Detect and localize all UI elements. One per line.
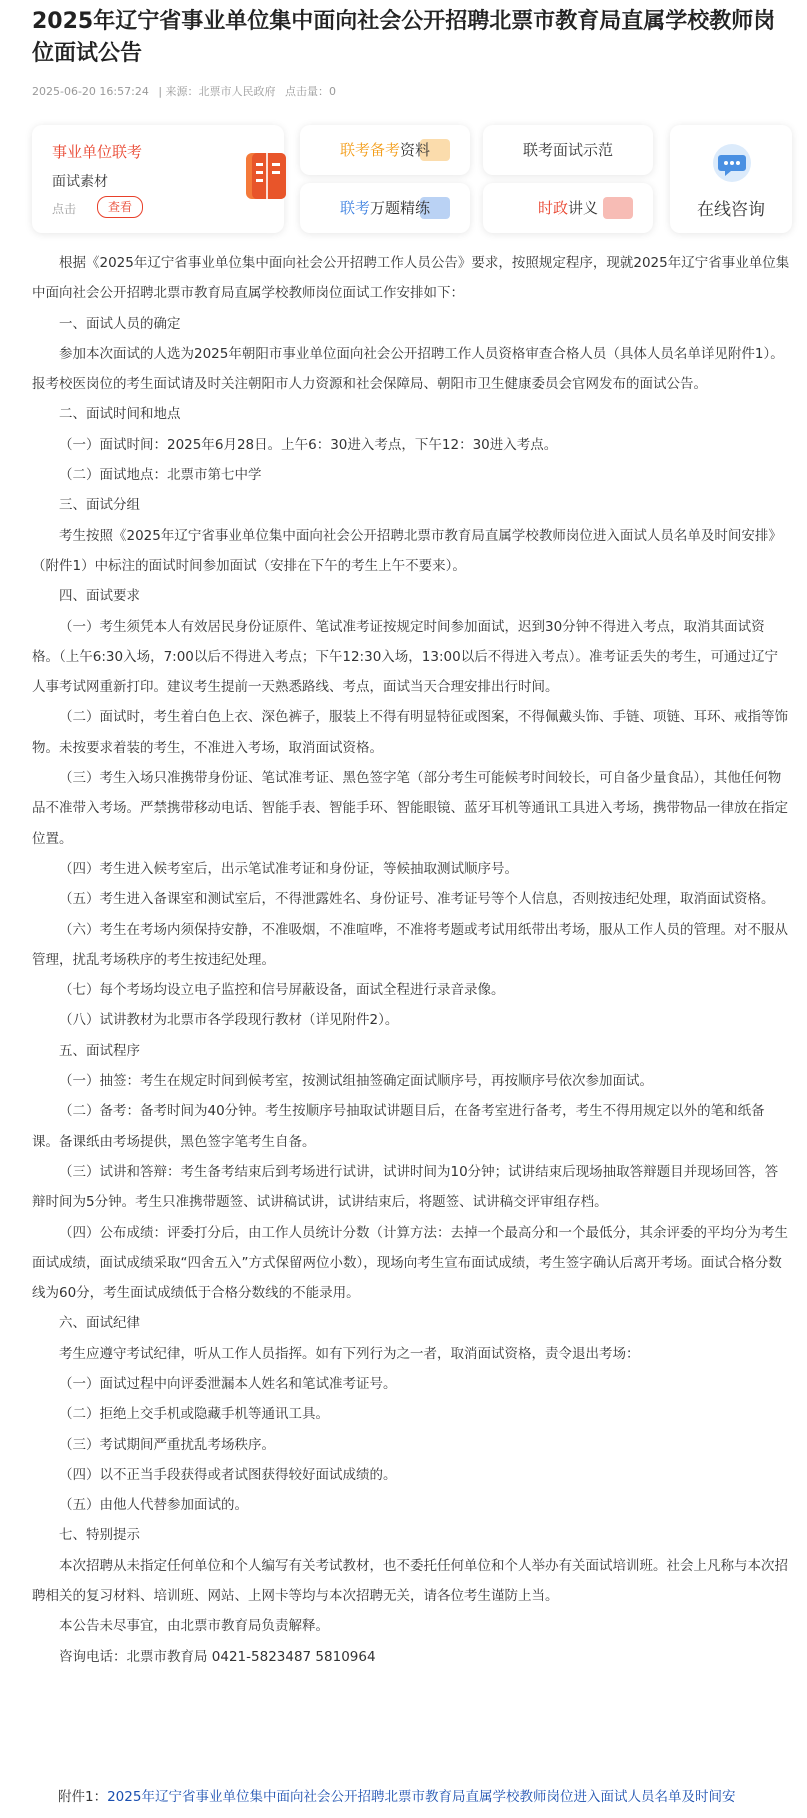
paragraph: 参加本次面试的人选为2025年朝阳市事业单位面向社会公开招聘工作人员资格审查合格人员（具体人员名单详见附件1）。报考校医岗位的考生面试请及时关注朝阳市人力资源和社会保障局、朝阳市卫生健康委员会官网发布的面试公告。 [32, 345, 784, 393]
promo-card-interview-demo[interactable]: 联考面试示范 [483, 125, 653, 175]
book-icon [244, 151, 290, 201]
paragraph: （一）考生须凭本人有效居民身份证原件、笔试准考证按规定时间参加面试，迟到30分钟不得进入考点，取消其面试资格。（上午6:30入场，7:00以后不得进入考点；下午12:30入场，13:00以后不得进入考点）。准考证丢失的考生，可通过辽宁人事考试网重新打印。建议考生提前一天熟悉路线、考点，面试当天合理安排出行时间。 [32, 618, 778, 696]
paragraph: （二）拒绝上交手机或隐藏手机等通讯工具。 [59, 1406, 329, 1423]
paragraph: （一）面试过程中向评委泄漏本人姓名和笔试准考证号。 [59, 1375, 397, 1392]
paragraph: （四）考生进入候考室后，出示笔试准考证和身份证，等候抽取测试顺序号。 [59, 860, 518, 877]
attachment-line [58, 1786, 798, 1808]
paragraph: （三）考生入场只准携带身份证、笔试准考证、黑色签字笔（部分考生可能候考时间较长，可自备少量食品），其他任何物品不准带入考场。严禁携带移动电话、智能手表、智能手环、智能眼镜、蓝牙耳机等通讯工具进入考场，携带物品一律放在指定位置。 [32, 770, 788, 847]
article-body [32, 248, 790, 1672]
paragraph: （二）面试时，考生着白色上衣、深色裤子，服装上不得有明显特征或图案，不得佩戴头饰、手链、项链、耳环、戒指等饰物。未按要求着装的考生，不准进入考场，取消面试资格。 [32, 709, 788, 756]
page-title: 2025年辽宁省事业单位集中面向社会公开招聘北票市教育局直属学校教师岗位面试公告 [32, 9, 776, 66]
contact-phone: 咨询电话：北票市教育局 0421-5823487 5810964 [59, 1648, 376, 1665]
paragraph: （三）试讲和答辩：考生备考结束后到考场进行试讲，试讲时间为10分钟；试讲结束后现场抽取答辩题目并现场回答，答辩时间为5分钟。考生只准携带题签、试讲稿试讲，试讲结束后，将题签、试讲稿交评审组存档。 [32, 1163, 779, 1211]
paragraph: 考生应遵守考试纪律，听从工作人员指挥。如有下列行为之一者，取消面试资格，责令退出考场： [59, 1345, 640, 1362]
promo-card-politics[interactable]: 时政讲义 [483, 183, 653, 233]
promo-click-label: 点击 [52, 202, 77, 216]
source: | 来源：北票市人民政府 [158, 85, 276, 98]
click-count: 点击量：0 [285, 85, 337, 98]
promo-title: 事业单位联考 [52, 143, 143, 161]
paragraph: 根据《2025年辽宁省事业单位集中面向社会公开招聘工作人员公告》要求，按照规定程序，现就2025年辽宁省事业单位集中面向社会公开招聘北票市教育局直属学校教师岗位面试工作安排如下： [32, 255, 790, 302]
paragraph: （八）试讲教材为北票市各学段现行教材（详见附件2）。 [59, 1012, 399, 1029]
paragraph: （二）备考：备考时间为40分钟。考生按顺序号抽取试讲题目后，在备考室进行备考，考生不得用规定以外的笔和纸备课。备课纸由考场提供，黑色签字笔考生自备。 [32, 1103, 765, 1150]
section-heading: 二、面试时间和地点 [59, 406, 181, 423]
paragraph: （三）考试期间严重扰乱考场秩序。 [59, 1436, 275, 1453]
section-heading: 五、面试程序 [59, 1042, 140, 1059]
promo-card-practice[interactable]: 联考万题精练 [300, 183, 470, 233]
view-button[interactable]: 查看 [97, 196, 143, 218]
section-heading: 七、特别提示 [59, 1527, 140, 1544]
paragraph: （五）考生进入备课室和测试室后，不得泄露姓名、身份证号、准考证号等个人信息，否则按违纪处理，取消面试资格。 [59, 891, 775, 908]
paragraph: 本公告未尽事宜，由北票市教育局负责解释。 [59, 1618, 329, 1635]
online-consult-card[interactable] [670, 125, 792, 233]
paragraph: （一）面试时间：2025年6月28日。上午6：30进入考点，下午12：30进入考点。 [59, 436, 558, 453]
article-meta [32, 84, 342, 100]
paragraph: （七）每个考场均设立电子监控和信号屏蔽设备，面试全程进行录音录像。 [59, 982, 505, 999]
attachment-link[interactable]: 2025年辽宁省事业单位集中面向社会公开招聘北票市教育局直属学校教师岗位进入面试人员名单及时间安 [107, 1789, 736, 1805]
paragraph: （二）面试地点：北票市第七中学 [59, 467, 262, 484]
section-heading: 一、面试人员的确定 [59, 315, 181, 332]
paragraph: （五）由他人代替参加面试的。 [59, 1497, 248, 1514]
paragraph: （四）以不正当手段获得或者试图获得较好面试成绩的。 [59, 1466, 397, 1483]
section-heading: 四、面试要求 [59, 588, 140, 605]
promo-card-study-materials[interactable]: 联考备考资料 [300, 125, 470, 175]
chat-icon [712, 143, 752, 183]
paragraph: （四）公布成绩：评委打分后，由工作人员统计分数（计算方法：去掉一个最高分和一个最低分，其余评委的平均分为考生面试成绩，面试成绩采取“四舍五入”方式保留两位小数），现场向考生宣布面试成绩，考生签字确认后离开考场。面试合格分数线为60分，考生面试成绩低于合格分数线的不能录用。 [32, 1224, 788, 1302]
section-heading: 三、面试分组 [59, 497, 140, 514]
publish-datetime: 2025-06-20 16:57:24 [32, 85, 149, 98]
paragraph: （六）考生在考场内须保持安静，不准吸烟，不准喧哗，不准将考题或考试用纸带出考场，服从工作人员的管理。对不服从管理，扰乱考场秩序的考生按违纪处理。 [32, 921, 788, 968]
promo-card-materials[interactable] [32, 125, 284, 233]
online-consult-label: 在线咨询 [697, 200, 765, 220]
paragraph: 本次招聘从未指定任何单位和个人编写有关考试教材，也不委托任何单位和个人举办有关面试培训班。社会上凡称与本次招聘相关的复习材料、培训班、网站、上网卡等均与本次招聘无关，请各位考生谨防上当。 [32, 1557, 788, 1605]
attachment-label: 附件1： [58, 1789, 108, 1805]
paragraph: （一）抽签：考生在规定时间到候考室，按测试组抽签确定面试顺序号，再按顺序号依次参加面试。 [59, 1073, 653, 1090]
section-heading: 六、面试纪律 [59, 1315, 140, 1332]
paragraph: 考生按照《2025年辽宁省事业单位集中面向社会公开招聘北票市教育局直属学校教师岗位进入面试人员名单及时间安排》（附件1）中标注的面试时间参加面试（安排在下午的考生上午不要来）。 [32, 527, 782, 574]
promo-subtitle: 面试素材 [52, 174, 108, 190]
